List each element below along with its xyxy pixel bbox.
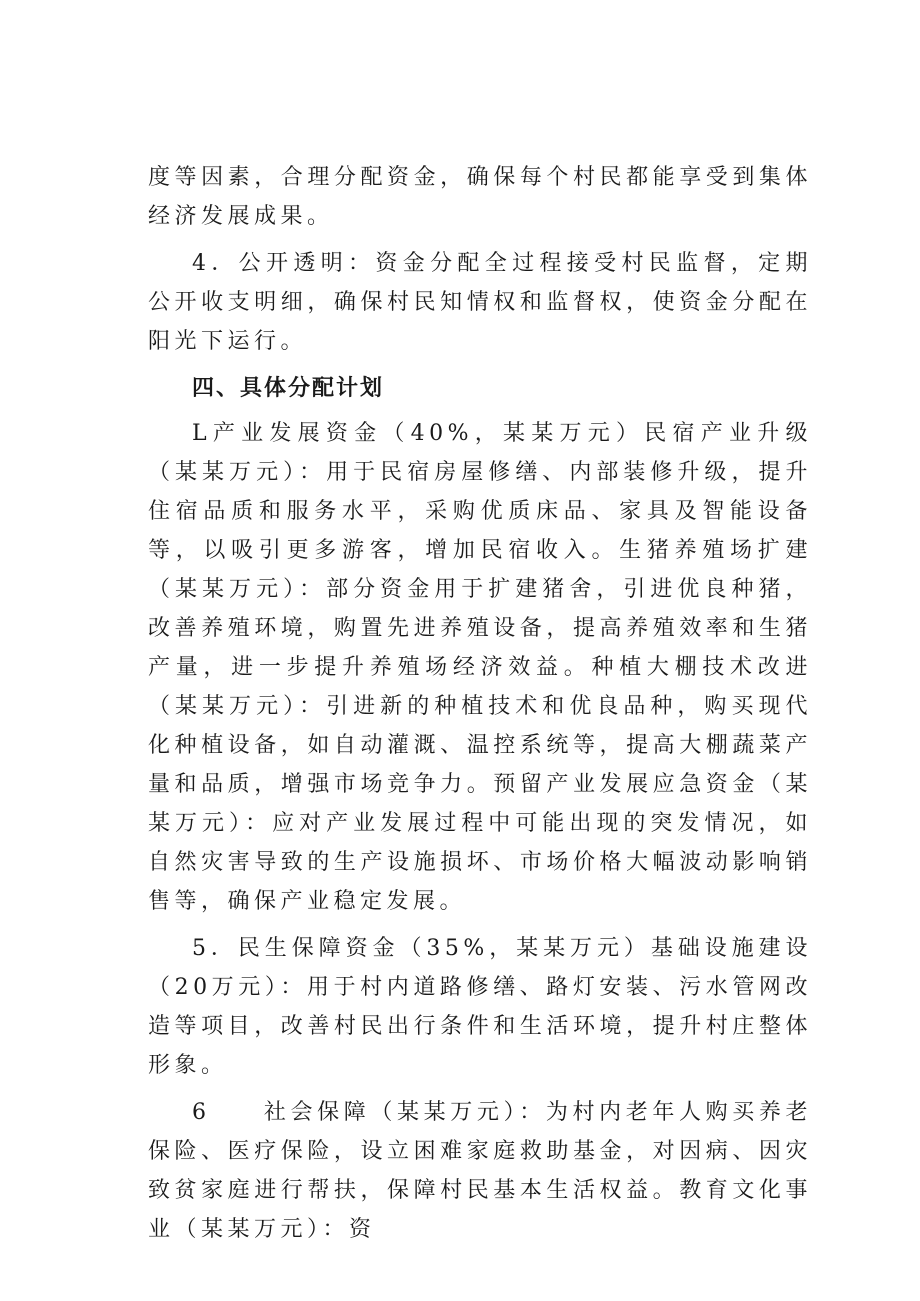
section-heading: 四、具体分配计划 <box>192 376 385 401</box>
paragraph-social-security: 6 社会保障（某某万元）：为村内老年人购买养老保险、医疗保险，设立困难家庭救助基金，对因病、因灾致贫家庭进行帮扶，保障村民基本生活权益。教育文化事业（某某万元）：资 <box>148 1100 812 1242</box>
paragraph-item-4: 4．公开透明：资金分配全过程接受村民监督，定期公开收支明细，确保村民知情权和监督权，使资金分配在阳光下运行。 <box>148 251 812 354</box>
paragraph-industry-fund: L产业发展资金（40%，某某万元）民宿产业升级（某某万元）：用于民宿房屋修缮、内部装修升级，提升住宿品质和服务水平，采购优质床品、家具及智能设备等，以吸引更多游客，增加民宿收入。生猪养殖场扩建（某某万元）：部分资金用于扩建猪舍，引进优良种猪，改善养殖环境，购置先进养殖设备，提高养殖效率和生猪产量，进一步提升养殖场经济效益。种植大棚技术改进（某某万元）：引进新的种植技术和优良品种，购买现代化种植设备，如自动灌溉、温控系统等，提高大棚蔬菜产量和品质，增强市场竞争力。预留产业发展应急资金（某某万元）：应对产业发展过程中可能出现的突发情况，如自然灾害导致的生产设施损坏、市场价格大幅波动影响销售等，确保产业稳定发展。 <box>148 421 812 914</box>
document-body <box>148 158 812 1249</box>
paragraph-livelihood-fund: 5．民生保障资金（35%，某某万元）基础设施建设（20万元）：用于村内道路修缮、路灯安装、污水管网改造等项目，改善村民出行条件和生活环境，提升村庄整体形象。 <box>148 936 812 1078</box>
paragraph-continuation: 度等因素，合理分配资金，确保每个村民都能享受到集体经济发展成果。 <box>148 165 812 229</box>
